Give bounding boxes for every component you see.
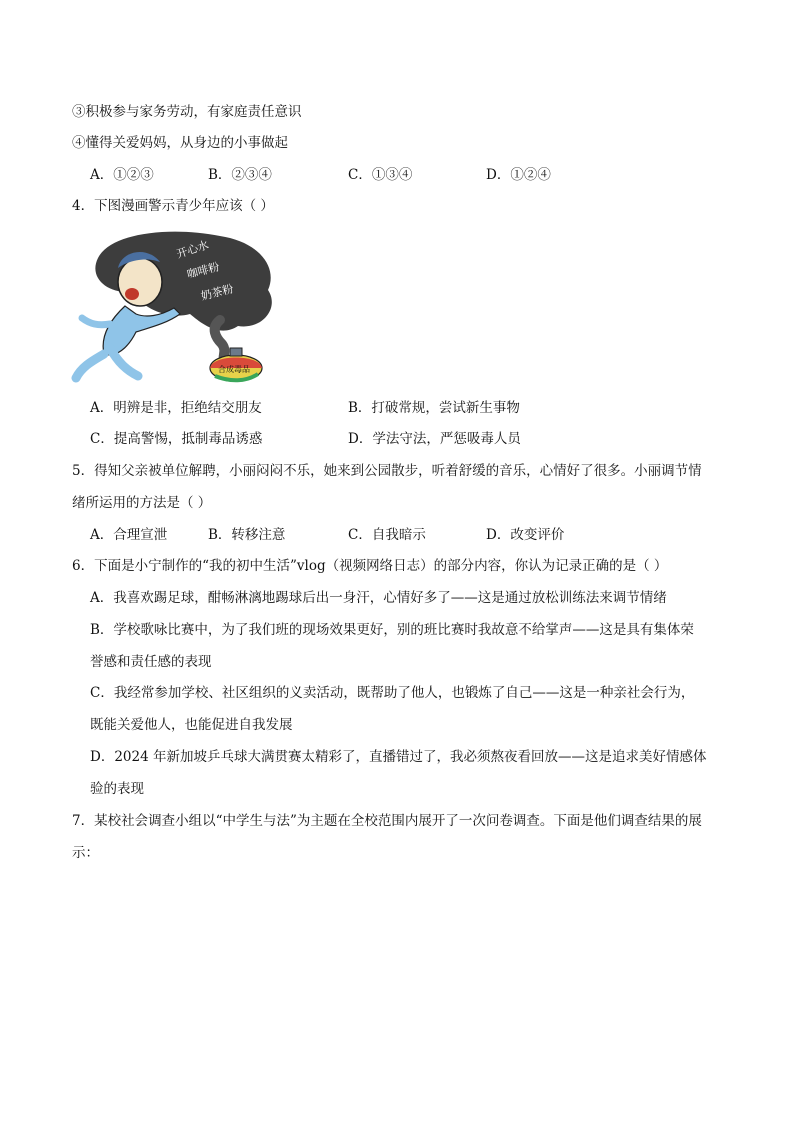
drug-warning-cartoon: [70, 228, 280, 384]
q5-option-a: A．合理宣泄: [90, 527, 168, 543]
q6-option-b-line-1: B．学校歌咏比赛中，为了我们班的现场效果更好，别的班比赛时我故意不给掌声——这是具有集体荣: [90, 622, 694, 638]
q6-option-a: A．我喜欢踢足球，酣畅淋漓地踢球后出一身汗，心情好多了——这是通过放松训练法来调节情绪: [90, 590, 667, 606]
cartoon-label-3: 奶茶粉: [199, 282, 235, 303]
q5-option-c: C．自我暗示: [348, 527, 426, 543]
q4-option-a: A．明辨是非，拒绝结交朋友: [90, 400, 262, 416]
q6-option-d-line-1: D．2024 年新加坡乒乓球大满贯赛太精彩了，直播错过了，我必须熬夜看回放——这是追求美好情感体: [90, 749, 707, 765]
q7-stem-line-1: 7．某校社会调查小组以“中学生与法”为主题在全校范围内展开了一次问卷调查。下面是他们调查结果的展: [72, 813, 702, 829]
q3-option-d: D．①②④: [486, 167, 551, 183]
q7-stem-line-2: 示：: [72, 845, 99, 861]
q6-option-b-line-2: 誉感和责任感的表现: [90, 654, 212, 670]
q3-option-a: A．①②③: [90, 167, 154, 183]
cartoon-label-1: 开心水: [174, 238, 211, 261]
q6-option-c-line-1: C．我经常参加学校、社区组织的义卖活动，既帮助了他人，也锻炼了自己——这是一种亲社会行为，: [90, 685, 695, 701]
q6-option-c-line-2: 既能关爱他人，也能促进自我发展: [90, 717, 293, 733]
q5-option-b: B．转移注意: [208, 527, 286, 543]
q4-option-d: D．学法守法，严惩吸毒人员: [348, 431, 521, 447]
q4-stem: 4．下图漫画警示青少年应该（ ）: [72, 198, 274, 214]
q4-option-c: C．提高警惕，抵制毒品诱惑: [90, 431, 263, 447]
q3-option-b: B．②③④: [208, 167, 272, 183]
q5-stem-line-1: 5．得知父亲被单位解聘，小丽闷闷不乐，她来到公园散步，听着舒缓的音乐，心情好了很多。小丽调节情: [72, 463, 702, 479]
q5-option-d: D．改变评价: [486, 527, 565, 543]
q3-item-3: ③积极参与家务劳动，有家庭责任意识: [72, 104, 302, 120]
q6-option-d-line-2: 验的表现: [90, 781, 144, 797]
cartoon-label-4: 合成毒品: [218, 365, 250, 374]
q6-stem: 6．下面是小宁制作的“我的初中生活”vlog（视频网络日志）的部分内容，你认为记录正确的是（ ）: [72, 558, 668, 574]
q3-item-4: ④懂得关爱妈妈，从身边的小事做起: [72, 135, 288, 151]
q4-option-b: B．打破常规，尝试新生事物: [348, 400, 520, 416]
q3-option-c: C．①③④: [348, 167, 413, 183]
q5-stem-line-2: 绪所运用的方法是（ ）: [72, 495, 212, 511]
cartoon-label-2: 咖啡粉: [185, 260, 221, 281]
